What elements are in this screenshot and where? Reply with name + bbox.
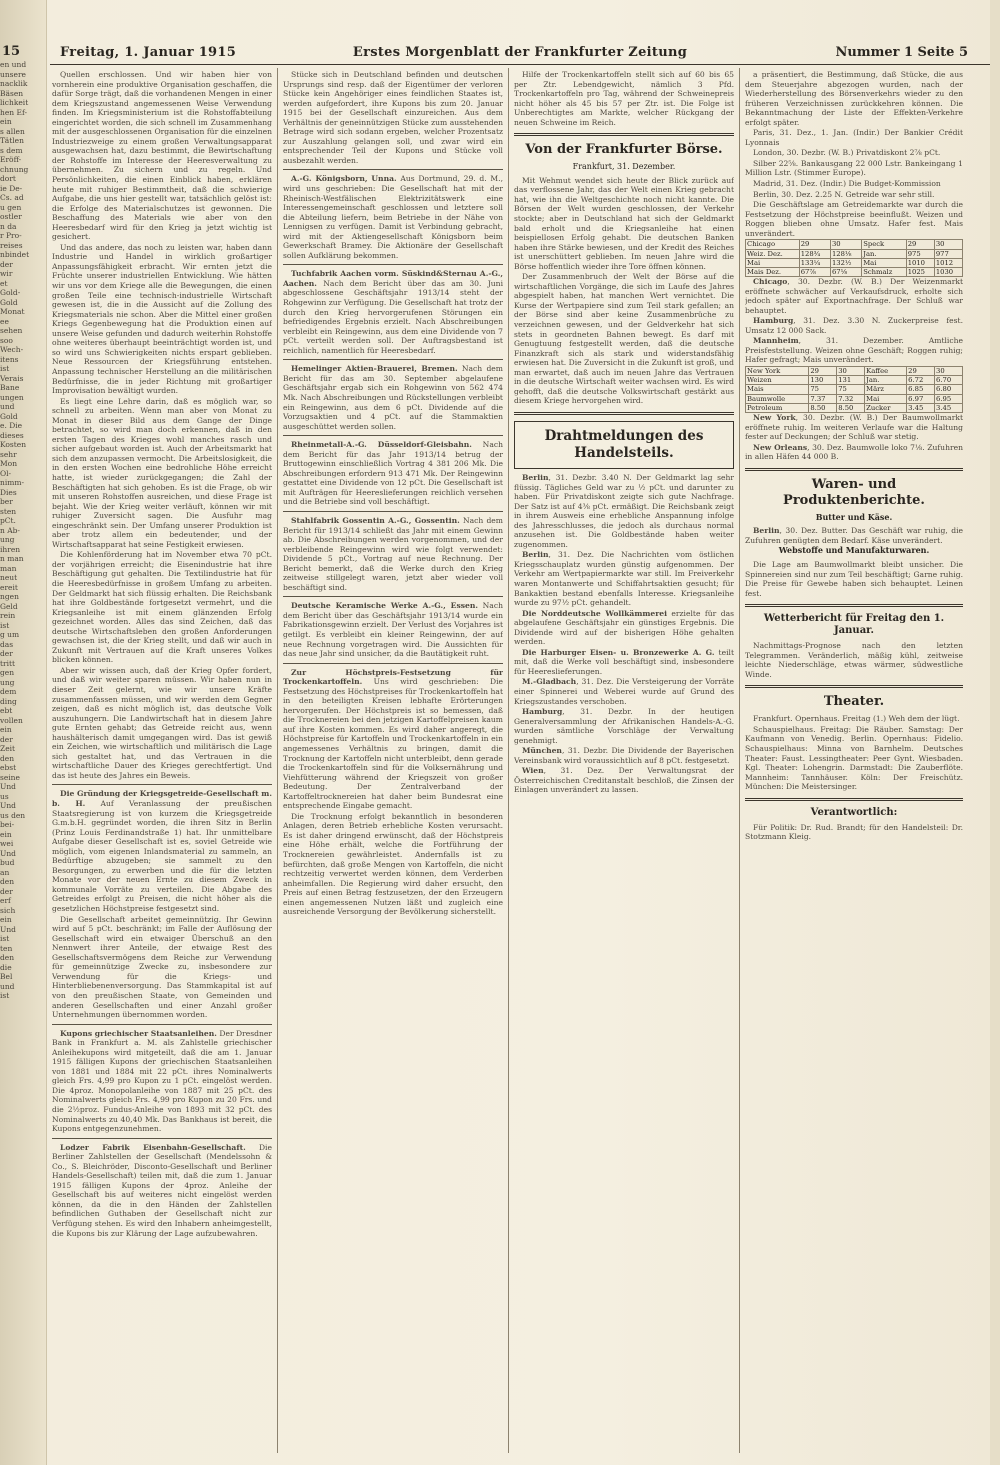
section-koenigsborn-title: A.-G. Königsborn, Unna. xyxy=(291,174,397,184)
section-waren-title: Waren- und Produktenberichte. xyxy=(783,476,925,508)
grain-table: Chicago 29 30 Speck 29 30 Weiz. Dez. 128¾ 128⅛ Jan. 975 977 Mai 133¼ 132½ Mai 1010 1012 Mais Dez. 67⅞ 67⅛ Schmalz 1025 1030 xyxy=(745,239,963,277)
madrid-line: Madrid, 31. Dez. (Indir.) Die Budget-Kommission xyxy=(753,179,941,189)
section-deutsche-keramik-title: Deutsche Keramische Werke A.-G., Essen. xyxy=(291,601,478,611)
column-rule xyxy=(508,68,509,1453)
paris-line: Paris, 31. Dez., 1. Jan. (Indir.) Der Bankier Crédit Lyonnais xyxy=(745,128,963,147)
verantwortlich-text: Für Politik: Dr. Rud. Brandt; für den Handelsteil: Dr. Stotzmann Kleig. xyxy=(745,822,963,842)
london-line: London, 30. Dezbr. (W. B.) Privatdiskont 2⅞ pCt. xyxy=(753,148,941,158)
column-rule xyxy=(277,68,278,1453)
binding-strip xyxy=(0,0,47,1465)
section-rheinmetall-title: Rheinmetall-A.-G. Düsseldorf-Gleisbahn. xyxy=(291,440,472,450)
section-verantwortlich-title: Verantwortlich: xyxy=(810,806,898,818)
section-hoechstpreis-title: Zur Höchstpreis-Festsetzung für Trockenkartoffeln. xyxy=(283,667,503,687)
section-lodzer-title: Lodzer Fabrik Eisenbahn-Gesellschaft. xyxy=(60,1142,246,1152)
section-butter-title: Butter und Käse. xyxy=(815,511,893,522)
section-boerse-title: Von der Frankfurter Börse. xyxy=(525,142,723,158)
page-header xyxy=(2,42,990,65)
column-2: Stücke sich in Deutschland befinden und deutschen Ursprungs sind resp. daß der Eigentümer der verloren Stücke kein Angehöriger eines feindlichen Staates ist, werden aufgefordert, ihre Kupons bis zum 20. Januar 1915 bei der Gesellschaft einzureichen. Aus dem Verhältnis der geneinnützigen Stücke zum ausstehenden Betrage wird sich sodann ergeben, welcher Prozentsatz zur Auszahlung gelangen soll, und zwar wird ein entsprechender Teil der Kupons und Stücke voll ausbezahlt werden. A.-G. Königsborn, Unna. Aus Dortmund, 29. d. M., wird uns geschrieben: Die Gesellschaft hat mit der Rheinisch-Westfälischen Elektrizitätswerk eine Interessengemeinschaft geschlossen und letztere soll die Abteilung liefern, beim Betriebe in der Nähe von Lennigsen zu verfügen. Damit ist Verbindung gebracht, wird mit der Aktiengesellschaft Königsborn beim Gewerkschaft Bramey. Die Aktionäre der Gesellschaft sollen Aufklärung bekommen. Tuchfabrik Aachen vorm. Süskind&Sternau A.-G., Aachen. Nach dem Bericht über das am 30. Juni abgeschlossene Geschäftsjahr 1913/14 steht der Rohgewinn zur Verfügung. Die Gesellschaft hat trotz der durch den Krieg hervorgerufenen Störungen ein befriedigendes Ergebnis erzielt. Nach Abschreibungen verbleibt ein Reingewinn, aus dem eine Dividende von 7 pCt. verteilt werden soll. Der Auftragsbestand ist reichlich, namentlich für Heeresbedarf. Hemelinger Aktien-Brauerei, Bremen. Nach dem Bericht für das am 30. September abgelaufene Geschäftsjahr ergab sich ein Rohgewinn von 562 474 Mk. Nach Abschreibungen und Rückstellungen verbleibt ein Reingewinn, aus dem 6 pCt. Dividende auf die Vorzugsaktien und 4 pCt. auf die Stammaktien ausgeschüttet werden sollen. Rheinmetall-A.-G. Düsseldorf-Gleisbahn. Nach dem Bericht für das Jahr 1913/14 betrug der Bruttogewinn einschließlich Vortrag 4 381 206 Mk. Die Abschreibungen erfordern 913 471 Mk. Der Reingewinn gestattet eine Dividende von 12 pCt. Die Gesellschaft ist mit Aufträgen für Heereslieferungen reichlich versehen und die Betriebe sind voll beschäftigt. Stahlfabrik Gossentin A.-G., Gossentin. Nach dem Bericht für 1913/14 schließt das Jahr mit einem Gewinn ab. Die Abschreibungen werden vorgenommen, und der verbleibende Reingewinn wird wie folgt verwendet: Dividende 5 pCt., Vortrag auf neue Rechnung. Der Bericht bemerkt, daß die Werke durch den Krieg zeitweise stillgelegt waren, jetzt aber wieder voll beschäftigt sind. Deutsche Keramische Werke A.-G., Essen. Nach dem Bericht über das Geschäftsjahr 1913/14 wurde ein Fabrikationsgewinn erzielt. Der Verlust des Vorjahres ist getilgt. Es verbleibt ein kleiner Reingewinn, der auf neue Rechnung vorgetragen wird. Die Aussichten für das neue Jahr sind unsicher, da die Bautätigkeit ruht. Zur Höchstpreis-Festsetzung für Trockenkartoffeln. Uns wird geschrieben: Die Festsetzung des Höchstpreises für Trockenkartoffeln hat in den beteiligten Kreisen lebhafte Erörterungen hervorgerufen. Der Höchstpreis ist so bemessen, daß die Trocknereien bei den jetzigen Kartoffelpreisen kaum auf ihre Kosten kommen. Es wird daher angeregt, die Höchstpreise für Kartoffeln und Trockenkartoffeln in ein angemessenes Verhältnis zu bringen, damit die Trocknung der Kartoffeln nicht unterbleibt, denn gerade die Trockenkartoffeln sind für die Volksernährung und Viehfütterung während der Kriegszeit von großer Bedeutung. Der Zentralverband der Kartoffeltrocknereien hat daher beim Bundesrat eine entsprechende Eingabe gemacht. Die Trocknung erfolgt bekanntlich in besonderen Anlagen, deren Betrieb erhebliche Kosten verursacht. Es ist daher dringend erwünscht, daß der Höchstpreis eine Höhe erhält, welche die Fortführung der Trocknereien gewährleistet. Andernfalls ist zu befürchten, daß große Mengen von Kartoffeln, die nicht rechtzeitig verwertet werden können, dem Verderben anheimfallen. Die Regierung wird daher ersucht, den Preis auf einen Betrag festzusetzen, der den Erzeugern einen angemessenen Nutzen läßt und zugleich eine ausreichende Versorgung der Bevölkerung sicherstellt. xyxy=(283,70,503,917)
cut-off-column: en und unsere nacklik Bäsen lichkeit hen Ef- ein s allen Tätlen s dem Eröff- chnung dort ie De- Cs. ad u gen ostler n da r Pro- reises nbindet der wir et Gold- Gold Monat ee sehen soo Wech- itens ist Verais Bane ungen und Gold e. Die dieses Kosten sehr Mon Ol- nimm- Dies ber sten pCt. n Ab- ung ihren n man man neut ereit ngen Geld rein ist g um das der tritt gen ung dem ding ebt vollen ein der Zeit den ebst seine Und us Und us den bei- ein wei Und bud an den der erf sich ein Und ist ten den die Bel und ist xyxy=(0,60,30,1000)
page-right-edge xyxy=(990,0,1000,1465)
header-page-number: Nummer 1 Seite 5 xyxy=(835,45,968,60)
berlin-getreide-line: Berlin, 30. Dez. 2.25 N. Getreide war sehr still. xyxy=(753,189,935,199)
section-kriegsgetreide-title: Die Gründung der Kriegsgetreide-Gesellschaft m. b. H. xyxy=(52,789,272,809)
section-kupons-title: Kupons griechischer Staatsanleihen. xyxy=(60,1028,217,1038)
header-date: Freitag, 1. Januar 1915 xyxy=(60,45,237,60)
column-1: Quellen erschlossen. Und wir haben hier von vornherein eine produktive Organisation geschaffen, die dafür Sorge trägt, daß die vorhandenen Mengen in einer dem Kriegszustand angemessenen Weise Verwendung finden. Im Kriegsministerium ist die Rohstoffabteilung eingerichtet worden, die sich schnell im Zusammenhang mit der ausgeschlossenen Organisation für die einzelnen Industriezweige zu einem großen Verwaltungsapparat ausgewachsen hat, dazu bestimmt, die Bewirtschaftung der Rohstoffe im Interesse der Heeresverwaltung zu übernehmen. Zu sichern und zu regeln. Und Persönlichkeiten, die einen Einblick haben, erklären heute mit ruhiger Bestimmtheit, daß die schwierige Aufgabe, die uns hier gestellt war, tatsächlich gelöst ist: die Erfolge des Materialschutzes ist gewonnen. Die Beschaffung des Materials wie aber von den Heeresbedarf wird für den Krieg ja jetzt wichtig ist gesichert. Und das andere, das noch zu leisten war, haben dann Industrie und Handel in wirklich großartiger Anpassungsfähigkeit erbracht. Wir ernten jetzt die Früchte unserer industriellen Entwicklung. Wie hätten wir uns vor dem Kriege alle die Bewegungen, die einen großen Teile eine technisch-industrielle Wirtschaft gewesen ist, die in die Aussicht auf die Zollung des Kriegsmaterials nie schon. Aber die Mittel einer großen Kriegs Gegenbewegung hat die Produktion einen auf unsere Weise gefunden und dadurch weiterhin Rohstoffe ohne weiteres überhaupt beeinträchtigt worden ist, und so wird uns Schwierigkeiten nichts erspart geblieben. Neue Ressourcen der Kriegsführung entstehen. Anpassung technischer Herstellung an die militärischen Bedürfnisse, die in jeder Richtung mit großartiger Improvisation bewältigt wurden. Es liegt eine Lehre darin, daß es möglich war, so schnell zu arbeiten. Wenn man aber von Monat zu Monat in dieser Bild aus dem Gange der Dinge betrachtet, so wird man doch erkennen, daß in den ersten Tagen des Krieges wohl manches rasch und sicher aufgebaut worden ist. Auch der Arbeitsmarkt hat sich dem anzupassen vermocht. Die Arbeitslosigkeit, die in den ersten Wochen eine bedrohliche Höhe erreicht hatte, ist wieder zurückgegangen; die Zahl der Beschäftigten hat sich gehoben. Es ist die Frage, ob wir mit unseren Rohstoffen ausreichen, und diese Frage ist bejaht. Wie der Krieg weiter verläuft, können wir mit ruhiger Zuversicht sagen. Die Ausfuhr mag eingeschränkt sein. Der Umfang unserer Produktion ist aber trotz allem ein bedeutender, und der Wirtschaftsapparat hat seine Festigkeit erwiesen. Die Kohlenförderung hat im November etwa 70 pCt. der vorjährigen erreicht; die Eisenindustrie hat ihre Beschäftigung gut gehalten. Die Textilindustrie hat für die Heeresbedürfnisse in großem Umfang zu arbeiten. Der Geldmarkt hat sich flüssig erhalten. Die Reichsbank hat ihre Goldbestände fortgesetzt vermehrt, und die Kriegsanleihe ist mit einem glänzenden Erfolg gezeichnet worden. Alles das sind Zeichen, daß das deutsche Wirtschaftsleben den großen Anforderungen gewachsen ist, die der Krieg stellt, und daß wir auch in Zukunft mit Vertrauen auf die Kraft unseres Volkes blicken können. Aber wir wissen auch, daß der Krieg Opfer fordert, und daß wir weiter sparen müssen. Wir haben nun in dieser Zeit gelernt, wie wir unsere Kräfte zusammenfassen müssen, und wir werden dem Gegner zeigen, daß es nicht möglich ist, das deutsche Volk auszuhungern. Die Landwirtschaft hat in diesem Jahre gute Ernten gehabt; das Getreide reicht aus, wenn haushälterisch damit umgegangen wird. Das ist gewiß ein Zeichen, wie wirtschaftlich und militärisch die Lage sich gestaltet hat, und das Vertrauen in die wirtschaftliche Dauer des Krieges gerechtfertigt. Und das ist heute des Jahres ein Beweis. Die Gründung der Kriegsgetreide-Gesellschaft m. b. H. Auf Veranlassung der preußischen Staatsregierung ist von kurzem die Kriegsgetreide G.m.b.H. gegründet worden, die ihren Sitz in Berlin (Prinz Louis Ferdinandstraße 1) hat. Ihr unmittelbare Aufgabe dieser Gesellschaft ist es, soviel Getreide wie möglich, vom eigenen Inlandsmaterial zu sammeln, an Bedürftige abzugeben; sie sammelt zu den Besorgungen, zu erwerben und die für die letzten Monate vor der neuen Ernte zu diesem Zweck in kommunale Vorräte zu verteilen. Die Abgabe des Getreides erfolgt zu Preisen, die nicht höher als die gesetzlichen Höchstpreise festgesetzt sind. Die Gesellschaft arbeitet gemeinnützig. Ihr Gewinn wird auf 5 pCt. beschränkt; im Falle der Auflösung der Gesellschaft wird ein etwaiger Überschuß an den Nennwert ihrer Anteile, der etwaige Rest des Gesellschaftsvermögens dem Reiche zur Verwendung für gemeinnützige Zwecke zu, insbesondere zur Verwendung für die Kriegs- und Hinterbliebenenversorgung. Das Stammkapital ist auf von den preußischen Staate, von Gemeinden und anderen Gesellschaften und einer Anzahl großer Unternehmungen übernommen worden. Kupons griechischer Staatsanleihen. Der Dresdner Bank in Frankfurt a. M. als Zahlstelle griechischer Anleihekupons wird mitgeteilt, daß die am 1. Januar 1915 fälligen Kupons der griechischen Staatsanleihen von 1881 und 1884 mit 22 pCt. ihres Nominalwerts gleich Frs. 4,99 pro Kupon zu 1 pCt. eingelöst werden. Die 4proz. Monopolanleihe von 1887 mit 25 pCt. des Nominalwerts gleich Frs. 4,99 pro Kupon zu 20 Frs. und die 2½proz. Fundus-Anleihe von 1893 mit 32 pCt. des Nominalwerts zu 40,40 Mk. Das Bankhaus ist bereit, die Kupons entgegenzunehmen. Lodzer Fabrik Eisenbahn-Gesellschaft. Die Berliner Zahlstellen der Gesellschaft (Mendelssohn & Co., S. Bleichröder, Disconto-Gesellschaft und Berliner Handels-Gesellschaft) teilen mit, daß die zum 1. Januar 1915 fälligen Kupons der 4proz. Anleihe der Gesellschaft bis auf weiteres nicht eingelöst werden können, da die in den Händen der Zahlstellen befindlichen Guthaben der Gesellschaft nicht zur Verfügung stehen. Es wird den Inhabern anheimgestellt, die Kupons bis zur Klärung der Lage aufzubewahren. xyxy=(52,70,272,1238)
section-boerse-dateline: Frankfurt, 31. Dezember. xyxy=(572,162,676,172)
newyork-table: New York 29 30 Kaffee 29 30 Weizen 130 131 Jan. 6.72 6.70 Mais 75 75 März 6.85 6.80 Baumwolle 7.37 7.32 Mai 6.97 6.95 Petroleum 8.50 8.50 Zucker 3.45 3.45 xyxy=(745,366,963,413)
column-rule xyxy=(739,68,740,1453)
column-3: Hilfe der Trockenkartoffeln stellt sich auf 60 bis 65 per Ztr. Lebendgewicht, nämlich 3 Pfd. Trockenkartoffeln pro Tag, während der Schweinepreis nicht höher als 45 bis 57 per Ztr. ist. Die Folge ist Unberechtigtes am Markte, welcher Rückgang der neuen Schweine im Reich. Von der Frankfurter Börse. Frankfurt, 31. Dezember. Mit Wehmut wendet sich heute der Blick zurück auf das verflossene Jahr, das der Welt einen Krieg gebracht hat, wie ihn die Weltgeschichte noch nicht kannte. Die Börsen der Welt wurden geschlossen, der Verkehr stockte; aber in Deutschland hat sich der Geldmarkt bald erholt und die Kriegsanleihe hat einen beispiellosen Erfolg gehabt. Die deutschen Banken haben ihre Stärke bewiesen, und der Kredit des Reiches ist unerschüttert geblieben. Im neuen Jahre wird die Börse hoffentlich wieder ihre Tore öffnen können. Der Zusammenbruch der Welt der Börse auf die wirtschaftlichen Vorgänge, die sich im Laufe des Jahres abgespielt haben, hat manchen Wert vernichtet. Die Kurse der Wertpapiere sind zum Teil stark gefallen; an der Börse sind aber keine Zusammenbrüche zu verzeichnen gewesen, und der Geldverkehr hat sich stets in geordneten Bahnen bewegt. Es darf mit Genugtuung festgestellt werden, daß die deutsche Finanzkraft sich als stark und widerstandsfähig erwiesen hat. Die Zuversicht in die Zukunft ist groß, und man erwartet, daß auch im neuen Jahre das Vertrauen in die deutsche Wirtschaft weiter wachsen wird. Es wird gehofft, daß die deutsche Volkswirtschaft gestärkt aus diesem Kriege hervorgehen wird. Drahtmeldungen des Handelsteils. Berlin, 31. Dezbr. 3.40 N. Der Geldmarkt lag sehr flüssig. Tägliches Geld war zu ½ pCt. und darunter zu haben. Für Privatdiskont zeigte sich gute Nachfrage. Der Satz ist auf 4⅜ pCt. ermäßigt. Die Reichsbank zeigt in ihrem Ausweis eine erhebliche Anspannung infolge des Jahresschlusses, die jedoch als durchaus normal anzusehen ist. Die Goldbestände haben weiter zugenommen. Berlin, 31. Dez. Die Nachrichten vom östlichen Kriegsschauplatz wurden günstig aufgenommen. Der Verkehr am Wertpapiermarkte war still. Im Freiverkehr waren Montanwerte und Schiffahrtsaktien gesucht; für Bankaktien bestand ebenfalls Interesse. Kriegsanleihe wurde zu 97½ pCt. gehandelt. Die Norddeutsche Wollkämmerei erzielte für das abgelaufene Geschäftsjahr ein günstiges Ergebnis. Die Dividende wird auf der bisherigen Höhe gehalten werden. Die Harburger Eisen- u. Bronzewerke A. G. teilt mit, daß die Werke voll beschäftigt sind, insbesondere für Heereslieferungen. M.-Gladbach, 31. Dez. Die Versteigerung der Vorräte einer Spinnerei und Weberei wurde auf Grund des Kriegszustandes verschoben. Hamburg, 31. Dezbr. In der heutigen Generalversammlung der Afrikanischen Handels-A.-G. wurden sämtliche Vorschläge der Verwaltung genehmigt. München, 31. Dezbr. Die Dividende der Bayerischen Vereinsbank wird voraussichtlich auf 8 pCt. festgesetzt. Wien, 31. Dez. Der Verwaltungsrat der Österreichischen Creditanstalt beschloß, die Zinsen der Einlagen unverändert zu lassen. xyxy=(514,70,734,795)
section-drahtmeldungen-title: Drahtmeldungen des Handelsteils. xyxy=(514,421,734,469)
section-theater-title: Theater. xyxy=(823,694,885,710)
section-wetter-title: Wetterbericht für Freitag den 1. Januar. xyxy=(763,613,945,637)
page-number: 15 xyxy=(2,44,21,59)
section-hemelinger-title: Hemelinger Aktien-Brauerei, Bremen. xyxy=(291,364,458,374)
section-tuchfabrik-title: Tuchfabrik Aachen vorm. Süskind&Sternau A.-G., Aachen. xyxy=(283,269,503,288)
section-webstoffe-title: Webstoffe und Manufakturwaren. xyxy=(778,545,930,556)
column-4: a präsentiert, die Bestimmung, daß Stücke, die aus dem Steuerjahre abgezogen wurden, nach der Wiederherstellung des Börsenverkehrs wieder zu den früheren Verzeichnissen zurückkehren können. Die Bekanntmachung der Liste der Effekten-Verkehre erfolgt später. Paris, 31. Dez., 1. Jan. (Indir.) Der Bankier Crédit Lyonnais London, 30. Dezbr. (W. B.) Privatdiskont 2⅞ pCt. Silber 22⅝. Bankausgang 22 000 Lstr. Bankeingang 1 Million Lstr. (Stimmer Europe). Madrid, 31. Dez. (Indir.) Die Budget-Kommission Berlin, 30. Dez. 2.25 N. Getreide war sehr still. Die Geschäftslage am Getreidemarkte war durch die Festsetzung der Höchstpreise beeinflußt. Weizen und Roggen blieben ohne Umsatz. Hafer fest. Mais unverändert. Chicago 29 30 Speck 29 30 Weiz. Dez. 128¾ 128⅛ Jan. 975 977 Mai 133¼ 132½ Mai 1010 1012 Mais Dez. 67⅞ 67⅛ Schmalz 1025 1030 Chicago, 30. Dezbr. (W. B.) Der Weizenmarkt eröffnete schwächer auf Verkaufsdruck, erholte sich jedoch später auf Exportnachfrage. Der Schluß war behauptet. Hamburg, 31. Dez. 3.30 N. Zuckerpreise fest. Umsatz 12 000 Sack. Mannheim, 31. Dezember. Amtliche Preisfeststellung. Weizen ohne Geschäft; Roggen ruhig; Hafer gefragt; Mais unverändert. New York 29 30 Kaffee 29 30 Weizen 130 131 Jan. 6.72 6.70 Mais 75 75 März 6.85 6.80 Baumwolle 7.37 7.32 Mai 6.97 6.95 Petroleum 8.50 8.50 Zucker 3.45 3.45 New York, 30. Dezbr. (W. B.) Der Baumwollmarkt eröffnete ruhig. Im weiteren Verlaufe war die Haltung fester auf Deckungen; der Schluß war stetig. New Orleans, 30. Dez. Baumwolle loko 7⅛. Zufuhren in allen Häfen 44 000 B. Waren- und Produktenberichte. Butter und Käse. Berlin, 30. Dez. Butter. Das Geschäft war ruhig, die Zufuhren genügten dem Bedarf. Käse unverändert. Webstoffe und Manufakturwaren. Die Lage am Baumwollmarkt bleibt unsicher. Die Spinnereien sind nur zum Teil beschäftigt; Garne ruhig. Die Preise für Gewebe haben sich behauptet. Leinen fest. Wetterbericht für Freitag den 1. Januar. Nachmittags-Prognose nach den letzten Telegrammen. Veränderlich, mäßig kühl, zeitweise leichte Niederschläge, etwas wärmer, südwestliche Winde. Theater. Frankfurt. Opernhaus. Freitag (1.) Weh dem der lügt. Schauspielhaus. Freitag: Die Räuber. Samstag: Der Kaufmann von Venedig. Berlin. Opernhaus: Fidelio. Schauspielhaus: Minna von Barnhelm. Deutsches Theater: Faust. Lessingtheater: Peer Gynt. Wiesbaden. Kgl. Theater: Lohengrin. Darmstadt: Die Zauberflöte. Mannheim: Tannhäuser. Köln: Der Freischütz. München: Die Meistersinger. Verantwortlich: Für Politik: Dr. Rud. Brandt; für den Handelsteil: Dr. Stotzmann Kleig. xyxy=(745,70,963,842)
section-stahlfabrik-title: Stahlfabrik Gossentin A.-G., Gossentin. xyxy=(291,515,460,525)
theater-text: Frankfurt. Opernhaus. Freitag (1.) Weh dem der lügt. xyxy=(753,714,960,724)
header-title: Erstes Morgenblatt der Frankfurter Zeitung xyxy=(352,45,688,60)
